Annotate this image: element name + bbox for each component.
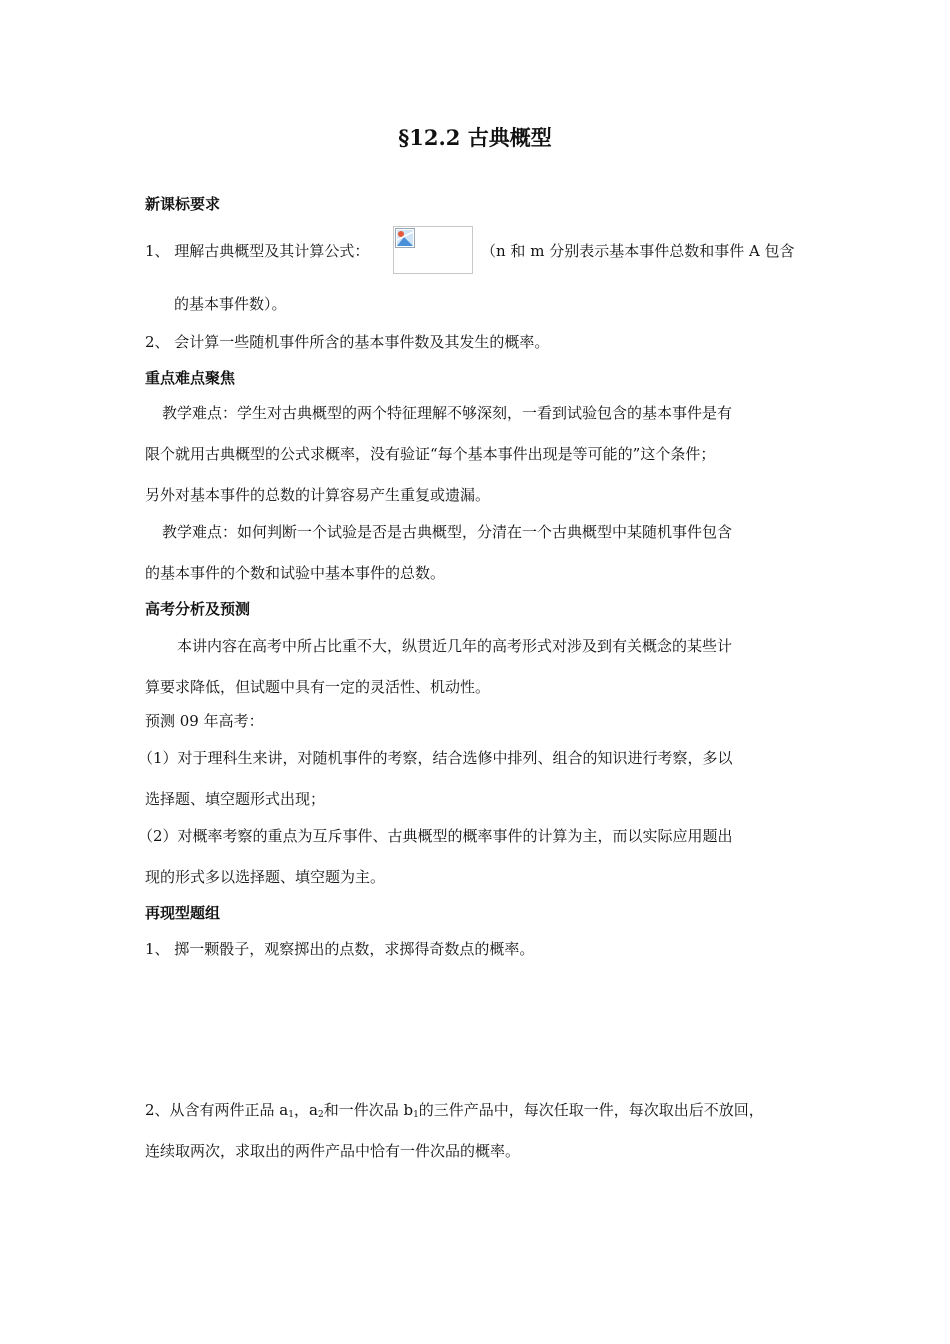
section-heading-problems: 再现型题组	[145, 904, 221, 922]
analysis-paragraph-line-1: 本讲内容在高考中所占比重不大，纵贯近几年的高考形式对涉及到有关概念的某些计	[177, 637, 733, 655]
forecast-1-line-2: 选择题、填空题形式出现；	[145, 790, 326, 808]
forecast-2-line-2: 现的形式多以选择题、填空题为主。	[145, 868, 386, 886]
problem-1: 1、 掷一颗骰子，观察掷出的点数，求掷得奇数点的概率。	[145, 940, 535, 958]
analysis-paragraph-line-2: 算要求降低，但试题中具有一定的灵活性、机动性。	[145, 678, 491, 696]
subscript-b1: 1	[413, 1110, 419, 1120]
section-heading-requirements: 新课标要求	[145, 195, 221, 213]
formula-image-placeholder	[393, 226, 473, 274]
requirement-1-continuation: 的基本事件数）。	[174, 295, 287, 313]
requirement-1-prefix: 1、 理解古典概型及其计算公式：	[145, 242, 370, 260]
problem-2-text-d: 的三件产品中，每次任取一件，每次取出后不放回，	[418, 1101, 764, 1119]
focus-paragraph-2-line-1: 教学难点：如何判断一个试验是否是古典概型，分清在一个古典概型中某随机事件包含	[162, 523, 733, 541]
section-heading-analysis: 高考分析及预测	[145, 600, 251, 618]
focus-paragraph-1-line-1: 教学难点：学生对古典概型的两个特征理解不够深刻，一看到试验包含的基本事件是有	[162, 404, 733, 422]
focus-paragraph-1-line-2: 限个就用古典概型的公式求概率，没有验证“每个基本事件出现是等可能的”这个条件；	[145, 445, 716, 463]
subscript-a1: 1	[288, 1110, 294, 1120]
problem-2-text-a: 2、从含有两件正品 a	[145, 1101, 289, 1119]
problem-2-text-b: ，a	[294, 1101, 318, 1119]
section-heading-focus: 重点难点聚焦	[145, 369, 236, 387]
requirement-1-suffix: （n 和 m 分别表示基本事件总数和事件 A 包含	[481, 242, 795, 260]
forecast-2-line-1: （2）对概率考察的重点为互斥事件、古典概型的概率事件的计算为主，而以实际应用题出	[138, 827, 733, 845]
broken-image-icon	[395, 228, 415, 248]
problem-2-line-2: 连续取两次，求取出的两件产品中恰有一件次品的概率。	[145, 1142, 521, 1160]
requirement-2: 2、 会计算一些随机事件所含的基本事件数及其发生的概率。	[145, 333, 550, 351]
problem-2-text-c: 和一件次品 b	[323, 1101, 414, 1119]
problem-2-line-1	[145, 1100, 764, 1120]
page-title: §12.2 古典概型	[398, 125, 552, 150]
forecast-1-line-1: （1）对于理科生来讲，对随机事件的考察，结合选修中排列、组合的知识进行考察，多以	[138, 749, 733, 767]
focus-paragraph-2-line-2: 的基本事件的个数和试验中基本事件的总数。	[145, 564, 446, 582]
subscript-a2: 2	[317, 1110, 324, 1120]
forecast-label: 预测 09 年高考：	[145, 712, 264, 730]
focus-paragraph-1-line-3: 另外对基本事件的总数的计算容易产生重复或遗漏。	[145, 486, 491, 504]
